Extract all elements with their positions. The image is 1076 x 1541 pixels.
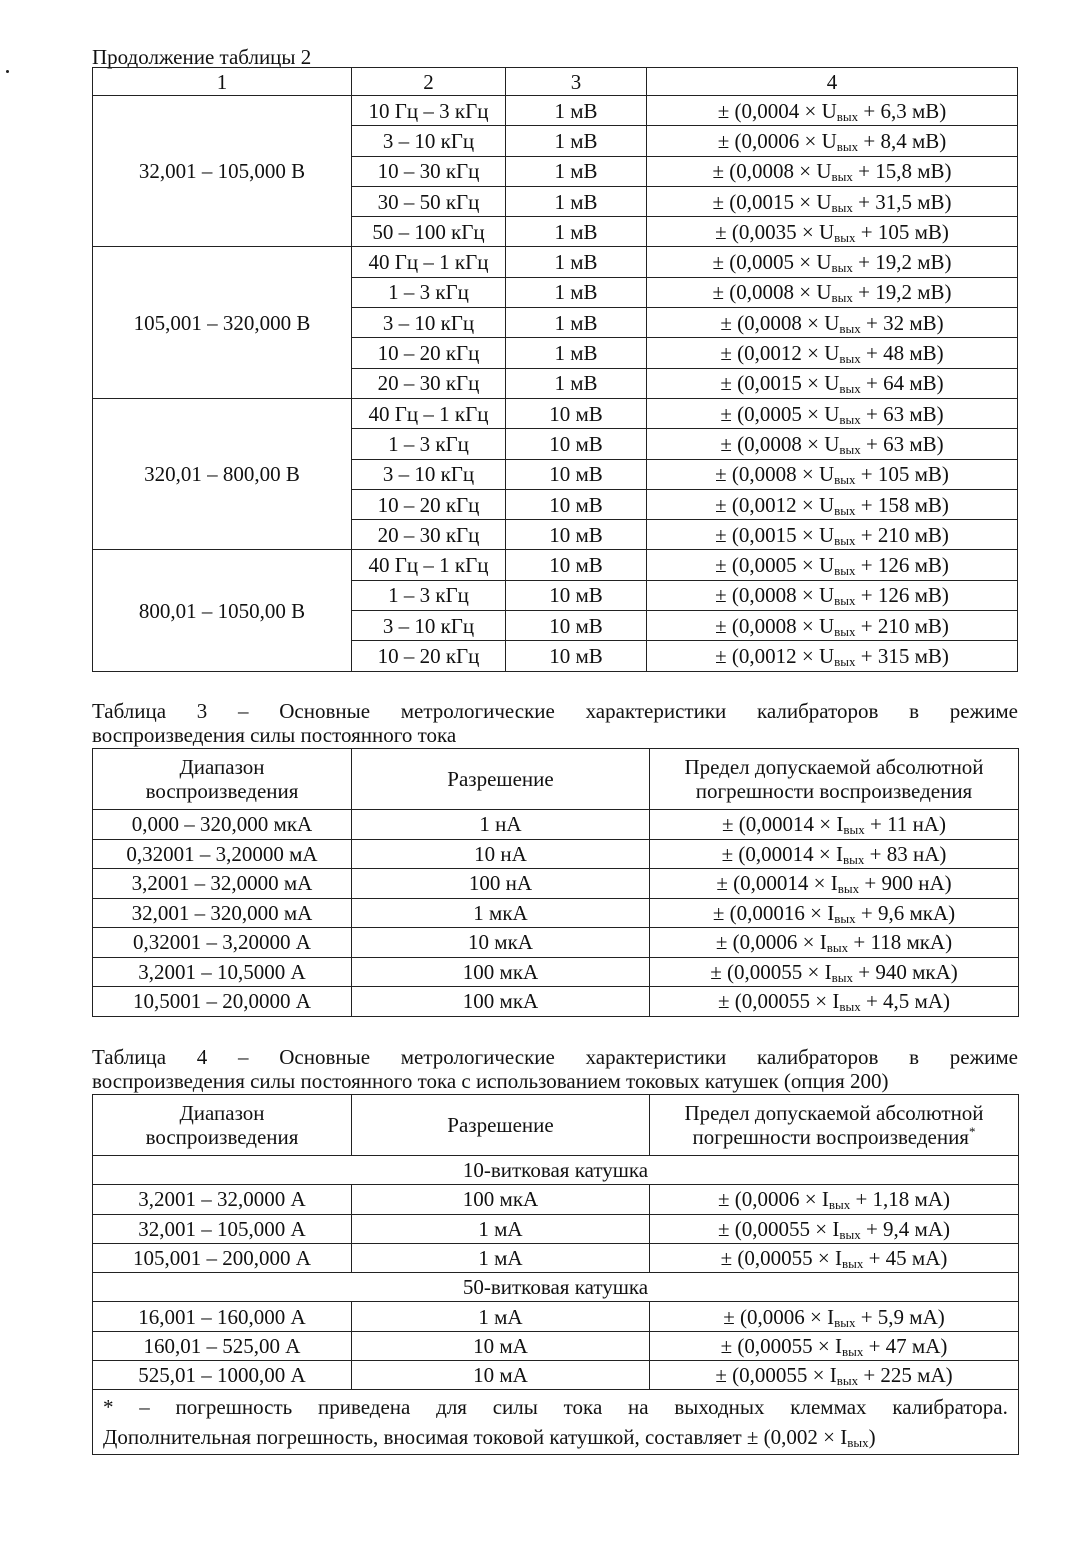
error-cell: ± ($0,0015 \times U_{вых} + 210$ мВ) (647, 520, 1018, 550)
table2-continuation-caption: Продолжение таблицы 2 (92, 45, 312, 69)
title-word: Основные (279, 699, 371, 723)
error-cell: ± ($0,0004 \times U_{вых} + 6,3$ мВ) (647, 96, 1018, 126)
coil-section-label: 10-витковая катушка (93, 1156, 1019, 1185)
resolution-cell: 10 нА (352, 839, 650, 869)
resolution-cell: 10 мВ (506, 641, 647, 671)
header-error: Предел допускаемой абсолютной погрешности воспроизведения (650, 749, 1019, 810)
table2-continuation (92, 67, 1018, 672)
resolution-cell: 1 мВ (506, 247, 647, 277)
resolution-cell: 10 мВ (506, 550, 647, 580)
error-cell: ± ($0,0005 \times U_{вых} + 63$ мВ) (647, 398, 1018, 428)
error-cell: ± ($0,0005 \times U_{вых} + 126$ мВ) (647, 550, 1018, 580)
range-cell: 105,001 – 200,000 А (93, 1243, 352, 1272)
column-number-header: 1 (93, 68, 352, 96)
column-number-header: 4 (647, 68, 1018, 96)
frequency-cell: 3 – 10 кГц (352, 611, 506, 641)
resolution-cell: 10 мкА (352, 928, 650, 958)
resolution-cell: 1 нА (352, 810, 650, 840)
table-row (93, 1302, 1019, 1331)
table3 (92, 748, 1019, 1017)
resolution-cell: 10 мА (352, 1361, 650, 1390)
header-resolution: Разрешение (352, 1095, 650, 1156)
table-row (93, 1185, 1019, 1214)
table-row (93, 1361, 1019, 1390)
table-row (93, 928, 1019, 958)
table-row (93, 1331, 1019, 1360)
table-row (93, 1243, 1019, 1272)
scan-speck (6, 70, 9, 73)
resolution-cell: 1 мкА (352, 898, 650, 928)
table3-title-line2: воспроизведения силы постоянного тока (92, 723, 457, 747)
frequency-cell: 1 – 3 кГц (352, 429, 506, 459)
error-cell: ± ($0,00055 \times I_{вых} + 47$ мА) (650, 1331, 1019, 1360)
section-row (93, 1273, 1019, 1302)
header-range: Диапазон воспроизведения (93, 749, 352, 810)
error-cell: ± ($0,0008 \times U_{вых} + 126$ мВ) (647, 580, 1018, 610)
title-word: 3 (196, 699, 208, 723)
error-cell: ± ($0,0008 \times U_{вых} + 15,8$ мВ) (647, 156, 1018, 186)
title-word: характеристики (585, 699, 727, 723)
resolution-cell: 10 мВ (506, 459, 647, 489)
frequency-cell: 40 Гц – 1 кГц (352, 398, 506, 428)
table-row (93, 869, 1019, 899)
title-word: характеристики (585, 1045, 727, 1069)
title-word: Таблица (92, 1045, 167, 1069)
frequency-cell: 3 – 10 кГц (352, 459, 506, 489)
table3-header-row (93, 749, 1019, 810)
error-cell: ± ($0,0012 \times U_{вых} + 315$ мВ) (647, 641, 1018, 671)
table4 (92, 1094, 1019, 1455)
footnote-line2: Дополнительная погрешность, вносимая токовой катушкой, составляет ± $(0,002 \times I_{вых})$ (103, 1425, 876, 1451)
table4-title (92, 1045, 1018, 1093)
table-row (93, 550, 1018, 580)
resolution-cell: 10 мВ (506, 429, 647, 459)
table-row (93, 247, 1018, 277)
resolution-cell: 10 мВ (506, 398, 647, 428)
title-word: в (909, 699, 920, 723)
resolution-cell: 1 мВ (506, 308, 647, 338)
range-cell: 32,001 – 320,000 мА (93, 898, 352, 928)
table-row (93, 987, 1019, 1017)
table3-title (92, 699, 1018, 747)
error-cell: ± ($0,0015 \times U_{вых} + 64$ мВ) (647, 368, 1018, 398)
resolution-cell: 100 нА (352, 869, 650, 899)
error-cell: ± ($0,0035 \times U_{вых} + 105$ мВ) (647, 217, 1018, 247)
voltage-range-cell: 105,001 – 320,000 В (93, 247, 352, 398)
voltage-range-cell: 320,01 – 800,00 В (93, 398, 352, 549)
table2-header-row (93, 68, 1018, 96)
range-cell: 3,2001 – 32,0000 А (93, 1185, 352, 1214)
error-cell: ± ($0,00055 \times I_{вых} + 940$ мкА) (650, 957, 1019, 987)
error-cell: ± ($0,00055 \times I_{вых} + 9,4$ мА) (650, 1214, 1019, 1243)
range-cell: 160,01 – 525,00 А (93, 1331, 352, 1360)
frequency-cell: 20 – 30 кГц (352, 520, 506, 550)
error-cell: ± ($0,0012 \times U_{вых} + 48$ мВ) (647, 338, 1018, 368)
resolution-cell: 100 мкА (352, 987, 650, 1017)
error-cell: ± ($0,0006 \times I_{вых} + 118$ мкА) (650, 928, 1019, 958)
resolution-cell: 10 мВ (506, 489, 647, 519)
resolution-cell: 1 мВ (506, 96, 647, 126)
title-word: метрологические (400, 1045, 555, 1069)
header-error: Предел допускаемой абсолютной погрешности воспроизведения* (650, 1095, 1019, 1156)
frequency-cell: 10 – 20 кГц (352, 338, 506, 368)
error-cell: ± ($0,00014 \times I_{вых} + 11$ нА) (650, 810, 1019, 840)
footnote-line1: * – погрешность приведена для силы тока на выходных клеммах калибратора. (103, 1395, 1008, 1420)
range-cell: 0,000 – 320,000 мкА (93, 810, 352, 840)
error-cell: ± ($0,0006 \times I_{вых} + 5,9$ мА) (650, 1302, 1019, 1331)
resolution-cell: 1 мВ (506, 277, 647, 307)
range-cell: 0,32001 – 3,20000 мА (93, 839, 352, 869)
title-word: калибраторов (757, 699, 879, 723)
error-cell: ± ($0,0008 \times U_{вых} + 32$ мВ) (647, 308, 1018, 338)
error-cell: ± ($0,00055 \times I_{вых} + 225$ мА) (650, 1361, 1019, 1390)
voltage-range-cell: 800,01 – 1050,00 В (93, 550, 352, 671)
header-resolution: Разрешение (352, 749, 650, 810)
error-cell: ± ($0,00055 \times I_{вых} + 4,5$ мА) (650, 987, 1019, 1017)
error-cell: ± ($0,00016 \times I_{вых} + 9,6$ мкА) (650, 898, 1019, 928)
range-cell: 10,5001 – 20,0000 А (93, 987, 352, 1017)
voltage-range-cell: 32,001 – 105,000 В (93, 96, 352, 247)
column-number-header: 2 (352, 68, 506, 96)
title-word: в (909, 1045, 920, 1069)
error-cell: ± ($0,0008 \times U_{вых} + 105$ мВ) (647, 459, 1018, 489)
table-row (93, 96, 1018, 126)
error-cell: ± ($0,0012 \times U_{вых} + 158$ мВ) (647, 489, 1018, 519)
table-row (93, 839, 1019, 869)
frequency-cell: 3 – 10 кГц (352, 126, 506, 156)
error-cell: ± ($0,0006 \times U_{вых} + 8,4$ мВ) (647, 126, 1018, 156)
resolution-cell: 1 мА (352, 1243, 650, 1272)
section-row (93, 1156, 1019, 1185)
footnote (93, 1390, 1019, 1455)
table-row (93, 810, 1019, 840)
error-cell: ± ($0,00014 \times I_{вых} + 83$ нА) (650, 839, 1019, 869)
resolution-cell: 10 мВ (506, 611, 647, 641)
resolution-cell: 1 мВ (506, 186, 647, 216)
frequency-cell: 3 – 10 кГц (352, 308, 506, 338)
title-word: калибраторов (757, 1045, 879, 1069)
title-word: Таблица (92, 699, 167, 723)
range-cell: 0,32001 – 3,20000 А (93, 928, 352, 958)
title-word: – (238, 1045, 249, 1069)
table4-header-row (93, 1095, 1019, 1156)
frequency-cell: 30 – 50 кГц (352, 186, 506, 216)
frequency-cell: 20 – 30 кГц (352, 368, 506, 398)
error-cell: ± ($0,0008 \times U_{вых} + 210$ мВ) (647, 611, 1018, 641)
resolution-cell: 100 мкА (352, 957, 650, 987)
header-range: Диапазон воспроизведения (93, 1095, 352, 1156)
range-cell: 16,001 – 160,000 А (93, 1302, 352, 1331)
frequency-cell: 10 – 20 кГц (352, 641, 506, 671)
table-row (93, 1214, 1019, 1243)
resolution-cell: 1 мВ (506, 126, 647, 156)
frequency-cell: 10 Гц – 3 кГц (352, 96, 506, 126)
error-cell: ± ($0,0015 \times U_{вых} + 31,5$ мВ) (647, 186, 1018, 216)
table-row (93, 957, 1019, 987)
resolution-cell: 1 мВ (506, 217, 647, 247)
error-cell: ± ($0,0006 \times I_{вых} + 1,18$ мА) (650, 1185, 1019, 1214)
range-cell: 525,01 – 1000,00 А (93, 1361, 352, 1390)
resolution-cell: 10 мВ (506, 520, 647, 550)
range-cell: 3,2001 – 10,5000 А (93, 957, 352, 987)
frequency-cell: 1 – 3 кГц (352, 580, 506, 610)
frequency-cell: 10 – 20 кГц (352, 489, 506, 519)
title-word: – (238, 699, 249, 723)
error-cell: ± ($0,00055 \times I_{вых} + 45$ мА) (650, 1243, 1019, 1272)
column-number-header: 3 (506, 68, 647, 96)
frequency-cell: 10 – 30 кГц (352, 156, 506, 186)
table4-title-line2: воспроизведения силы постоянного тока с использованием токовых катушек (опция 200) (92, 1069, 889, 1093)
error-cell: ± ($0,0008 \times U_{вых} + 19,2$ мВ) (647, 277, 1018, 307)
resolution-cell: 10 мВ (506, 580, 647, 610)
resolution-cell: 10 мА (352, 1331, 650, 1360)
resolution-cell: 1 мА (352, 1214, 650, 1243)
resolution-cell: 1 мА (352, 1302, 650, 1331)
title-word: режиме (949, 699, 1018, 723)
resolution-cell: 100 мкА (352, 1185, 650, 1214)
frequency-cell: 40 Гц – 1 кГц (352, 247, 506, 277)
frequency-cell: 50 – 100 кГц (352, 217, 506, 247)
title-word: Основные (279, 1045, 371, 1069)
error-cell: ± ($0,0005 \times U_{вых} + 19,2$ мВ) (647, 247, 1018, 277)
title-word: 4 (196, 1045, 208, 1069)
frequency-cell: 1 – 3 кГц (352, 277, 506, 307)
frequency-cell: 40 Гц – 1 кГц (352, 550, 506, 580)
range-cell: 32,001 – 105,000 А (93, 1214, 352, 1243)
coil-section-label: 50-витковая катушка (93, 1273, 1019, 1302)
resolution-cell: 1 мВ (506, 156, 647, 186)
table-row (93, 398, 1018, 428)
table-row (93, 898, 1019, 928)
title-word: метрологические (400, 699, 555, 723)
error-cell: ± ($0,00014 \times I_{вых} + 900$ нА) (650, 869, 1019, 899)
range-cell: 3,2001 – 32,0000 мА (93, 869, 352, 899)
resolution-cell: 1 мВ (506, 368, 647, 398)
footnote-row (93, 1390, 1019, 1455)
error-cell: ± ($0,0008 \times U_{вых} + 63$ мВ) (647, 429, 1018, 459)
title-word: режиме (949, 1045, 1018, 1069)
resolution-cell: 1 мВ (506, 338, 647, 368)
